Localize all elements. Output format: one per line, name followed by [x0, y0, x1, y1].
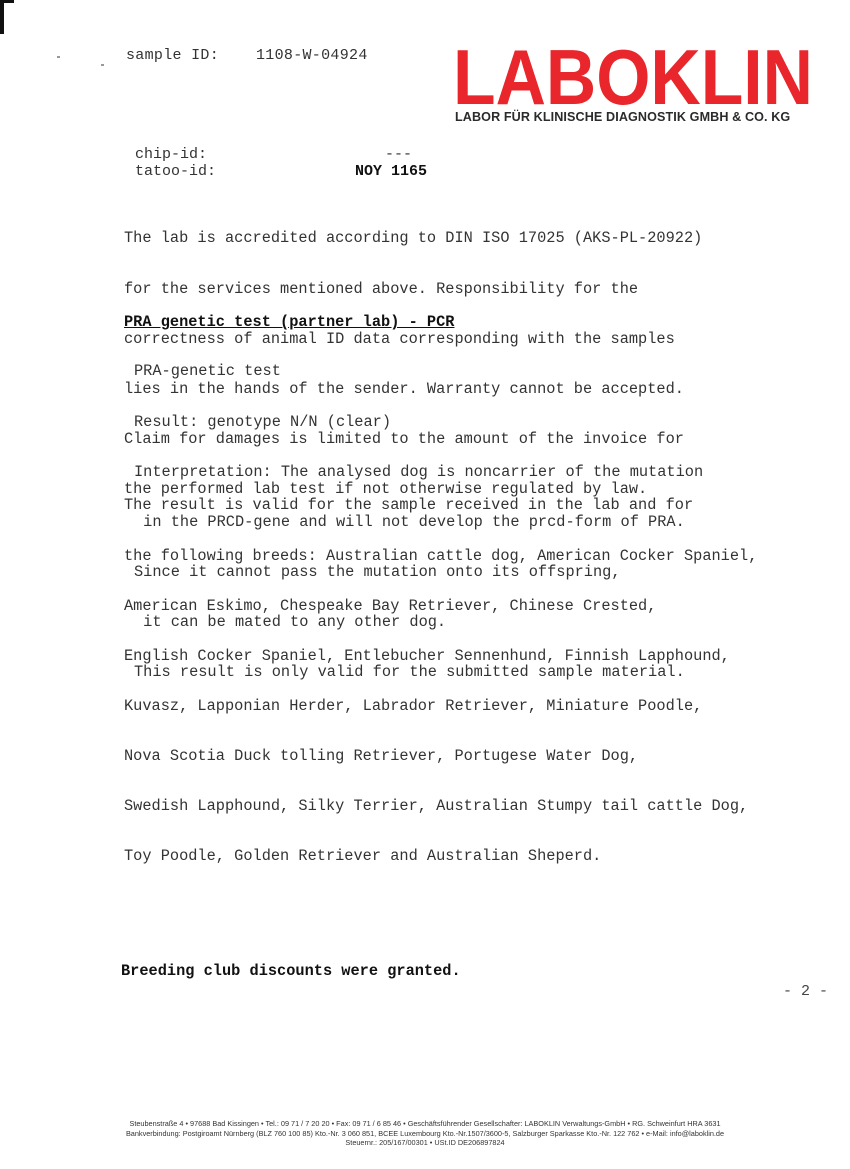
breeding-discount-note: Breeding club discounts were granted. — [121, 962, 461, 980]
test-result-line: Result: genotype N/N (clear) — [134, 412, 392, 431]
validity-line: Kuvasz, Lapponian Herder, Labrador Retriever, Miniature Poodle, — [124, 696, 703, 715]
disclaimer-line: lies in the hands of the sender. Warranty cannot be accepted. — [124, 379, 684, 398]
validity-line: American Eskimo, Chespeake Bay Retriever, Chinese Crested, — [124, 596, 657, 615]
validity-line: Swedish Lapphound, Silky Terrier, Australian Stumpy tail cattle Dog, — [124, 796, 749, 815]
tatoo-id-value: NOY 1165 — [355, 163, 428, 180]
company-footer — [0, 1119, 850, 1148]
chip-id-value: --- — [385, 146, 413, 163]
scan-corner-mark-top — [0, 0, 14, 3]
validity-line: the following breeds: Australian cattle dog, American Cocker Spaniel, — [124, 546, 758, 565]
breed-validity-paragraph — [124, 464, 757, 881]
scan-speck — [101, 64, 104, 66]
footer-bank-line: Bankverbindung: Postgiroamt Nürnberg (BLZ 760 100 85) Kto.-Nr. 3 060 851, BCEE Luxembourg Kto.-Nr.1507/3600-5, Salzburger Sparkasse Kto.-Nr. 122 762 • e-Mail: info@laboklin.de — [125, 1128, 725, 1138]
test-result-line: Interpretation: The analysed dog is noncarrier of the mutation — [134, 462, 704, 481]
tatoo-id-row — [135, 163, 455, 180]
disclaimer-line: Claim for damages is limited to the amount of the invoice for — [124, 429, 684, 448]
chip-id-row — [135, 146, 455, 163]
validity-line: The result is valid for the sample received in the lab and for — [124, 496, 694, 515]
sample-id-label: sample ID: — [126, 47, 220, 64]
page-number: - 2 - — [783, 983, 829, 1000]
test-title: PRA genetic test (partner lab) - PCR — [124, 313, 455, 331]
disclaimer-line: the performed lab test if not otherwise regulated by law. — [124, 479, 648, 498]
test-result-line: This result is only valid for the submitted sample material. — [134, 662, 685, 681]
validity-line: Nova Scotia Duck tolling Retriever, Portugese Water Dog, — [124, 746, 639, 765]
test-result-line: PRA-genetic test — [134, 362, 281, 381]
validity-line: English Cocker Spaniel, Entlebucher Sennenhund, Finnish Lapphound, — [124, 646, 730, 665]
footer-address-line: Steubenstraße 4 • 97688 Bad Kissingen • Tel.: 09 71 / 7 20 20 • Fax: 09 71 / 6 85 46 • Geschäftsführender Gesellschafter: LABOKLIN Verwaltungs-GmbH • RG. Schweinfurt HRA 3631 — [129, 1119, 721, 1128]
tatoo-id-label: tatoo-id: — [135, 163, 217, 180]
disclaimer-line: The lab is accredited according to DIN ISO 17025 (AKS-PL-20922) — [124, 229, 703, 248]
test-result-line: Since it cannot pass the mutation onto its offspring, — [134, 562, 621, 581]
laboklin-logo-mark — [453, 42, 815, 112]
animal-id-block — [135, 146, 455, 180]
scan-speck — [57, 56, 60, 58]
sample-id-value: 1108-W-04924 — [256, 47, 368, 64]
footer-tax-line: Steuernr.: 205/167/00301 • USt.ID DE206897824 — [345, 1138, 505, 1147]
disclaimer-line: correctness of animal ID data corresponding with the samples — [124, 329, 675, 348]
scan-corner-mark — [0, 0, 4, 34]
disclaimer-line: for the services mentioned above. Responsibility for the — [124, 279, 639, 298]
test-result-line: in the PRCD-gene and will not develop the prcd-form of PRA. — [134, 512, 685, 531]
chip-id-label: chip-id: — [135, 146, 208, 163]
test-result-line: it can be mated to any other dog. — [134, 612, 447, 631]
validity-line: Toy Poodle, Golden Retriever and Australian Sheperd. — [124, 847, 602, 866]
sample-id-line — [126, 47, 368, 64]
logo-subtitle: LABOR FÜR KLINISCHE DIAGNOSTIK GMBH & CO. KG — [455, 110, 791, 124]
logo-wordmark: LABOKLIN — [453, 42, 813, 112]
laboklin-logo — [453, 42, 815, 124]
